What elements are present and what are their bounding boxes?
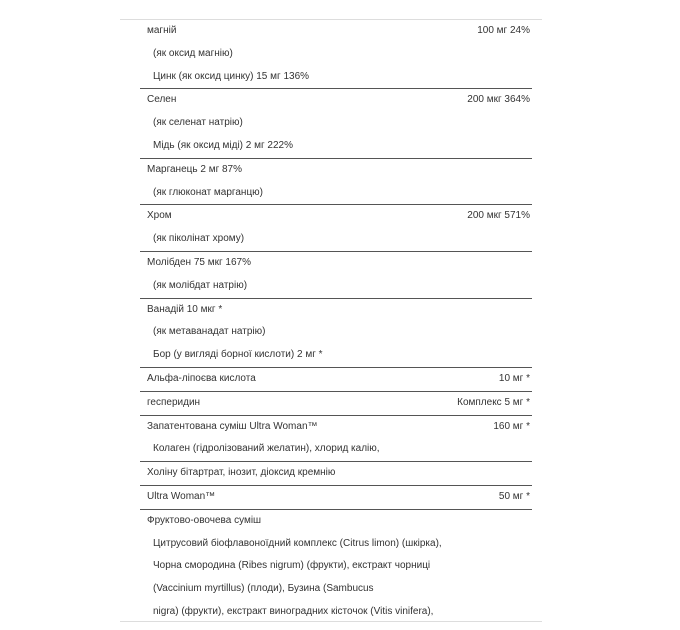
nutrient-name: (як молібдат натрію) (153, 279, 248, 291)
nutrient-name: (як метаванадат натрію) (153, 326, 266, 338)
table-row (140, 299, 532, 322)
nutrient-name: (як селенат натрію) (153, 117, 243, 129)
nutrient-amount: 50 мг * (498, 490, 530, 502)
nutrient-name: Альфа-ліпоєва кислота (147, 372, 256, 384)
table-row (140, 344, 532, 367)
nutrient-name: Марганець 2 мг 87% (147, 163, 243, 175)
nutrient-name: (Vaccinium myrtillus) (плоди), Бузина (Sambucus (153, 583, 374, 595)
nutrient-name: (як піколінат хрому) (153, 233, 245, 245)
table-row (140, 66, 532, 89)
nutrient-name: Селен (147, 94, 177, 106)
nutrient-name: (як оксид магнію) (153, 47, 233, 59)
nutrient-amount: 160 мг * (493, 420, 530, 432)
table-row (140, 438, 532, 461)
table-row (140, 89, 532, 112)
nutrient-amount: 200 мкг 571% (467, 210, 530, 222)
table-row (140, 321, 532, 344)
bottom-divider (120, 621, 542, 622)
nutrient-group (140, 89, 532, 158)
table-row (140, 578, 532, 601)
nutrient-group (140, 416, 532, 463)
nutrient-group (140, 368, 532, 392)
nutrient-name: Хром (147, 210, 172, 222)
nutrient-amount: Комплекс 5 мг * (457, 396, 530, 408)
table-row (140, 416, 532, 439)
table-row (140, 252, 532, 275)
table-row (140, 205, 532, 228)
table-row (140, 533, 532, 556)
nutrient-name: Ultra Woman™ (147, 490, 216, 502)
table-row (140, 228, 532, 251)
nutrient-group (140, 159, 532, 206)
nutrient-group (140, 462, 532, 486)
table-row (140, 135, 532, 158)
table-row (140, 43, 532, 66)
nutrient-group (140, 486, 532, 510)
nutrient-name: Колаген (гідролізований желатин), хлорид калію, (153, 443, 380, 455)
nutrient-name: Чорна смородина (Ribes nigrum) (фрукти), екстракт чорниці (153, 560, 431, 572)
table-row (140, 462, 532, 485)
nutrient-group (140, 299, 532, 368)
table-row (140, 392, 532, 415)
nutrient-name: Цинк (як оксид цинку) 15 мг 136% (153, 70, 310, 82)
nutrient-name: Цитрусовий біофлавоноїдний комплекс (Citrus limon) (шкірка), (153, 537, 442, 549)
nutrient-amount: 200 мкг 364% (467, 94, 530, 106)
table-row (140, 275, 532, 298)
nutrient-name: магній (147, 25, 177, 36)
nutrient-group (140, 252, 532, 299)
nutrient-name: (як глюконат марганцю) (153, 186, 263, 198)
nutrient-name: гесперидин (147, 396, 201, 408)
nutrient-group (140, 392, 532, 416)
nutrient-group (140, 510, 532, 624)
table-row (140, 555, 532, 578)
nutrient-name: Мідь (як оксид міді) 2 мг 222% (153, 139, 293, 151)
table-row (140, 368, 532, 391)
table-row (140, 182, 532, 205)
table-row (140, 486, 532, 509)
nutrient-name: Молібден 75 мкг 167% (147, 256, 251, 268)
nutrient-name: Бор (у вигляді борної кислоти) 2 мг * (153, 349, 323, 361)
table-row (140, 510, 532, 533)
nutrient-table (140, 20, 532, 624)
table-row (140, 159, 532, 182)
supplement-facts-page (120, 19, 542, 624)
nutrient-group (140, 20, 532, 89)
nutrient-name: nigra) (фрукти), екстракт виноградних кісточок (Vitis vinifera), (153, 605, 434, 617)
nutrient-name: Запатентована суміш Ultra Woman™ (147, 420, 318, 432)
nutrient-name: Холіну бітартрат, інозит, діоксид кремнію (147, 467, 336, 479)
nutrient-name: Ванадій 10 мкг * (147, 303, 223, 315)
nutrient-group (140, 205, 532, 252)
table-row (140, 20, 532, 43)
table-row (140, 112, 532, 135)
nutrient-name: Фруктово-овочева суміш (147, 514, 262, 526)
nutrient-amount: 100 мг 24% (477, 25, 530, 36)
nutrient-amount: 10 мг * (498, 372, 530, 384)
